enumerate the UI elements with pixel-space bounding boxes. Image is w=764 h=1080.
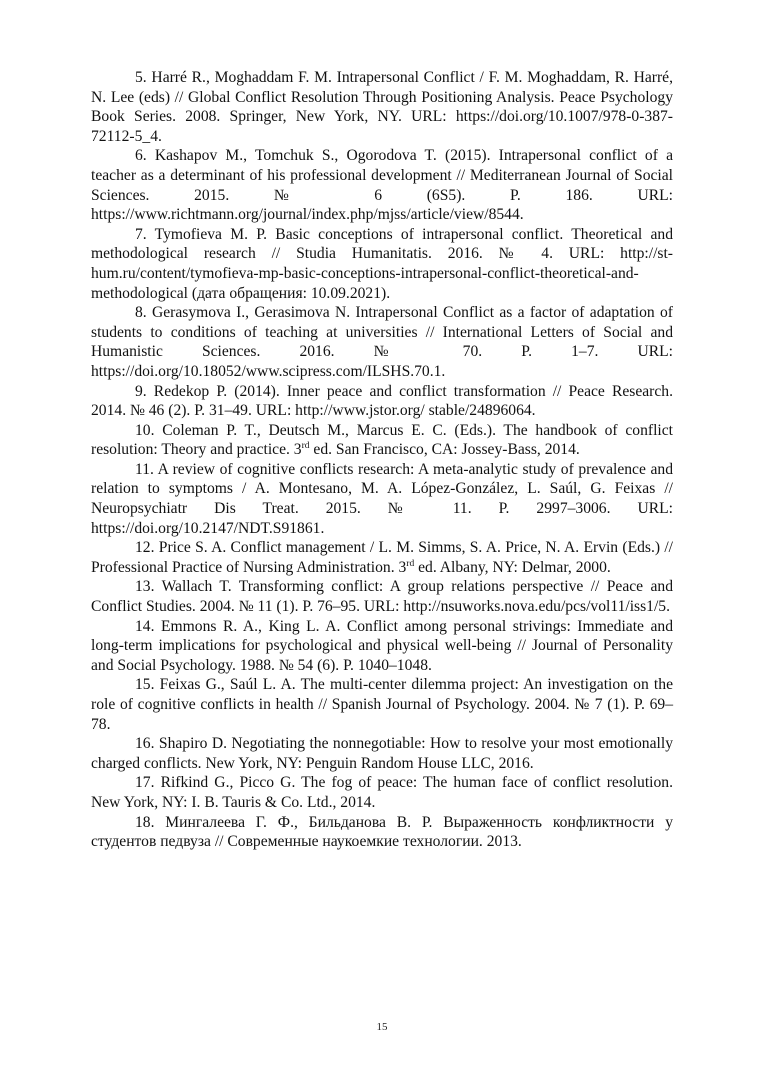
- reference-item-18: 18. Мингалеева Г. Ф., Бильданова В. Р. Выраженность конфликтности у студентов педвуза // Современные наукоемкие технологии. 2013.: [91, 813, 673, 851]
- page-number: 15: [376, 1021, 388, 1033]
- superscript-ordinal: rd: [406, 558, 415, 569]
- reference-item-5: 5. Harré R., Moghaddam F. M. Intrapersonal Conflict / F. M. Moghaddam, R. Harré, N. Lee (eds) // Global Conflict Resolution Through Positioning Analysis. Peace Psychology Book Series. 2008. Springer, New York, NY. URL: https://doi.org/10.1007/978-0-387-72112-5_4.: [91, 69, 673, 145]
- reference-item-17: 17. Rifkind G., Picco G. The fog of peace: The human face of conflict resolution. New York, NY: I. B. Tauris & Co. Ltd., 2014.: [91, 774, 673, 811]
- reference-text: ed. San Francisco, CA: Jossey-Bass, 2014.: [309, 441, 580, 459]
- reference-item-10: [91, 421, 673, 460]
- reference-item-9: 9. Redekop P. (2014). Inner peace and conflict transformation // Peace Research. 2014. № 46 (2). P. 31–49. URL: http://www.jstor.org/ stable/24896064.: [91, 382, 673, 420]
- reference-item-13: 13. Wallach T. Transforming conflict: A group relations perspective // Peace and Conflict Studies. 2004. № 11 (1). P. 76–95. URL: http://nsuworks.nova.edu/pcs/vol11/iss1/5.: [91, 578, 673, 616]
- reference-item-12: [91, 538, 673, 577]
- reference-text: 10. Coleman P. T., Deutsch M., Marcus E. C. (Eds.). The handbook of conflict resolution: Theory and practice. 3: [91, 421, 673, 459]
- reference-item-6: 6. Kashapov M., Tomchuk S., Ogorodova T. (2015). Intrapersonal conflict of a teacher as a determinant of his professional development // Mediterranean Journal of Social Sciences. 2015. № 6 (6S5). P. 186. URL: https://www.richtmann.org/journal/index.php/mjss/article/view/8544.: [91, 147, 673, 224]
- reference-item-16: 16. Shapiro D. Negotiating the nonnegotiable: How to resolve your most emotionally charged conflicts. New York, NY: Penguin Random House LLC, 2016.: [91, 735, 673, 772]
- reference-item-7: 7. Tymofieva M. P. Basic conceptions of intrapersonal conflict. Theoretical and methodological research // Studia Humanitatis. 2016. № 4. URL: http://st-hum.ru/content/tymofieva-mp-basic-conceptions-intrapersonal-conflict-theoretical-and-methodological (дата обращения: 10.09.2021).: [91, 225, 673, 302]
- reference-item-11: 11. A review of cognitive conflicts research: A meta-analytic study of prevalence and relation to symptoms / A. Montesano, M. A. López-González, L. Saúl, G. Feixas // Neuropsychiatr Dis Treat. 2015. № 11. P. 2997–3006. URL: https://doi.org/10.2147/NDT.S91861.: [91, 460, 673, 537]
- reference-item-15: 15. Feixas G., Saúl L. A. The multi-center dilemma project: An investigation on the role of cognitive conflicts in health // Spanish Journal of Psychology. 2004. № 7 (1). P. 69–78.: [91, 676, 673, 733]
- reference-list: [91, 68, 673, 852]
- reference-text: ed. Albany, NY: Delmar, 2000.: [414, 558, 611, 576]
- superscript-ordinal: rd: [301, 441, 310, 452]
- reference-item-8: 8. Gerasymova I., Gerasimova N. Intrapersonal Conflict as a factor of adaptation of students to conditions of teaching at universities // International Letters of Social and Humanistic Sciences. 2016. № 70. P. 1–7. URL: https://doi.org/10.18052/www.scipress.com/ILSHS.70.1.: [91, 304, 673, 380]
- reference-text: 12. Price S. A. Conflict management / L. M. Simms, S. A. Price, N. A. Ervin (Eds.) // Professional Practice of Nursing Administration. 3: [91, 539, 673, 576]
- reference-item-14: 14. Emmons R. A., King L. A. Conflict among personal strivings: Immediate and long-term implications for psychological and physical well-being // Journal of Personality and Social Psychology. 1988. № 54 (6). P. 1040–1048.: [91, 617, 673, 674]
